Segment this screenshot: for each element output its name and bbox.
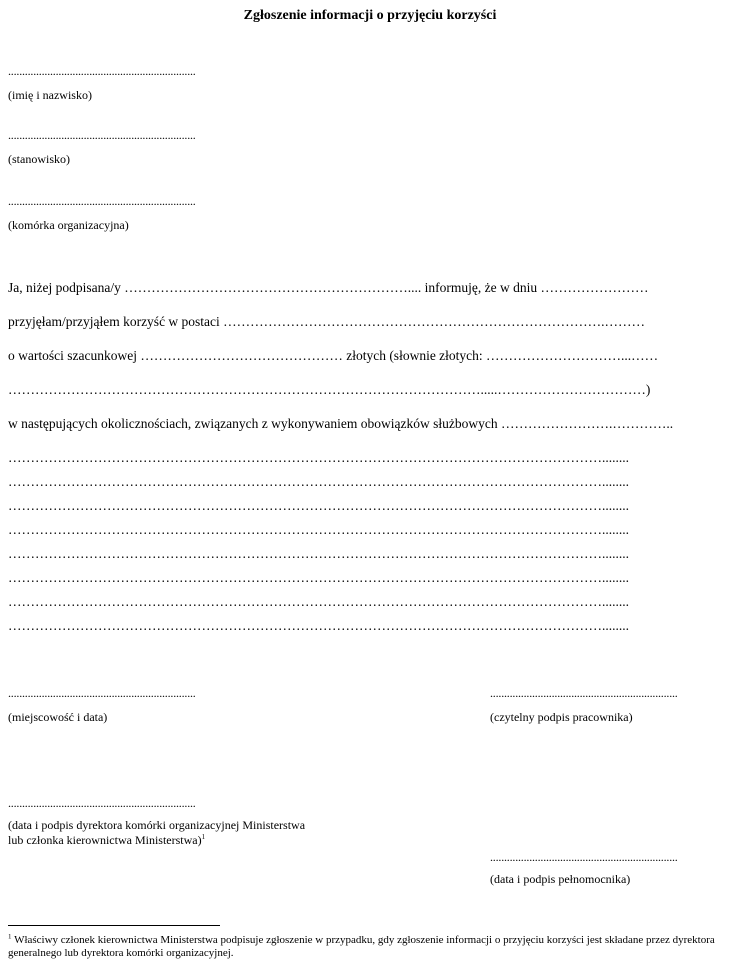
place-date-caption: (miejscowość i data) <box>8 710 108 724</box>
employee-signature-caption: (czytelny podpis pracownika) <box>490 710 633 724</box>
footnote-separator <box>8 925 220 926</box>
estimated-value-line[interactable]: o wartości szacunkowej ……………………………………… złotych (słownie złotych: …………………………...…… <box>8 348 659 363</box>
name-field[interactable]: ................................................................... <box>8 64 196 78</box>
circumstances-fill-line[interactable]: ……………………………………………………………………………………………………………………........ <box>8 450 629 465</box>
page-title: Zgłoszenie informacji o przyjęciu korzyści <box>243 8 497 23</box>
circumstances-line[interactable]: w następujących okolicznościach, związanych z wykonywaniem obowiązków służbowych …………………….………….. <box>8 416 674 431</box>
circumstances-fill-line[interactable]: ……………………………………………………………………………………………………………………........ <box>8 618 629 633</box>
circumstances-fill-line[interactable]: ……………………………………………………………………………………………………………………........ <box>8 522 629 537</box>
footnote-text: Właściwy członek kierownictwa Ministerstwa podpisuje zgłoszenie w przypadku, gdy zgłoszenie informacji o przyjęciu korzyści jest składane przez dyrektora generalnego lub dyrektora komórki organizacyjnej. <box>8 934 715 959</box>
benefit-form-line[interactable]: przyjęłam/przyjąłem korzyść w postaci ………………………………………………………………………….……… <box>8 314 646 329</box>
footnote-reference: 1 <box>201 833 206 841</box>
director-signature-caption-line2: lub członka kierownictwa Ministerstwa)$^1$ <box>8 833 206 847</box>
department-field[interactable]: ................................................................... <box>8 194 196 208</box>
proxy-signature-field[interactable]: ................................................................... <box>490 850 678 864</box>
director-signature-field[interactable]: ................................................................... <box>8 796 196 810</box>
circumstances-fill-line[interactable]: ……………………………………………………………………………………………………………………........ <box>8 474 629 489</box>
position-field[interactable]: ................................................................... <box>8 128 196 142</box>
declaration-line[interactable]: Ja, niżej podpisana/y ……………………………………………………….... informuję, że w dniu …………………… <box>8 280 649 295</box>
footnote-mark: 1 <box>8 934 12 941</box>
proxy-signature-caption: (data i podpis pełnomocnika) <box>490 872 631 886</box>
department-caption: (komórka organizacyjna) <box>8 218 129 232</box>
place-date-field[interactable]: ................................................................... <box>8 686 196 700</box>
position-caption: (stanowisko) <box>8 152 70 166</box>
circumstances-fill-line[interactable]: ……………………………………………………………………………………………………………………........ <box>8 594 629 609</box>
employee-signature-field[interactable]: ................................................................... <box>490 686 678 700</box>
circumstances-fill-line[interactable]: ……………………………………………………………………………………………………………………........ <box>8 498 629 513</box>
circumstances-fill-line[interactable]: ……………………………………………………………………………………………………………………........ <box>8 570 629 585</box>
circumstances-fill-line[interactable]: ……………………………………………………………………………………………………………………........ <box>8 546 629 561</box>
name-caption: (imię i nazwisko) <box>8 88 92 102</box>
footnote <box>8 934 738 960</box>
value-in-words-line[interactable]: …………………………………………………………………………………………….....……………………………) <box>8 382 651 397</box>
director-signature-caption-line1: (data i podpis dyrektora komórki organizacyjnej Ministerstwa <box>8 818 306 832</box>
